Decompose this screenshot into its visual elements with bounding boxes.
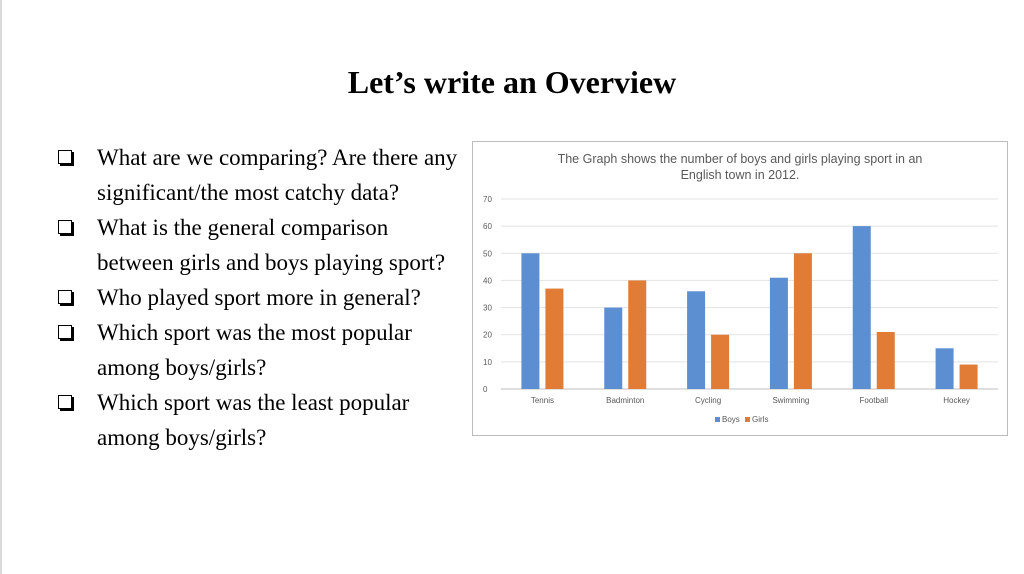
y-tick-label: 0 <box>483 385 488 394</box>
x-axis-ticks <box>531 396 970 405</box>
y-tick-label: 30 <box>483 303 492 313</box>
bar-girls-football <box>877 332 895 389</box>
y-tick-label: 50 <box>483 249 492 259</box>
y-axis-ticks <box>483 195 492 394</box>
slide-title: Let’s write an Overview <box>347 64 677 100</box>
bar-boys-badminton <box>604 308 622 389</box>
list-item <box>56 140 466 210</box>
legend-swatch-boys <box>715 417 720 422</box>
chart-title-line-1: The Graph shows the number of boys and girls playing sport in an <box>557 152 923 166</box>
bar-girls-cycling <box>711 335 729 389</box>
list-item <box>56 280 466 315</box>
chart-title-line-2: English town in 2012. <box>680 168 800 182</box>
y-tick-label: 40 <box>483 276 492 286</box>
y-tick-label: 10 <box>483 357 492 367</box>
list-item-text: What is the general comparison between girls and boys playing sport? <box>97 215 446 275</box>
bar-boys-cycling <box>687 291 705 389</box>
y-tick-label: 70 <box>483 195 492 204</box>
chart-legend <box>715 415 768 424</box>
checkbox-square-icon <box>58 290 72 304</box>
bar-boys-football <box>853 226 871 389</box>
list-item <box>56 210 466 280</box>
x-tick-label: Swimming <box>772 396 810 405</box>
y-tick-label: 60 <box>483 222 492 232</box>
x-tick-label: Badminton <box>606 396 645 405</box>
bar-girls-swimming <box>794 253 812 389</box>
legend-swatch-girls <box>745 417 750 422</box>
chart-grid <box>501 199 998 389</box>
x-tick-label: Tennis <box>530 396 554 405</box>
bar-boys-tennis <box>521 253 539 389</box>
list-item-text: Which sport was the least popular among boys/girls? <box>97 390 410 450</box>
x-tick-label: Hockey <box>943 396 970 405</box>
checkbox-square-icon <box>58 395 72 409</box>
bar-girls-badminton <box>628 280 646 389</box>
list-item <box>56 315 466 385</box>
checkbox-square-icon <box>58 220 72 234</box>
checkbox-square-icon <box>58 325 72 339</box>
bar-boys-hockey <box>936 348 954 389</box>
bar-girls-hockey <box>960 365 978 389</box>
bar-boys-swimming <box>770 278 788 389</box>
question-list <box>56 140 466 455</box>
checkbox-square-icon <box>58 150 72 164</box>
list-item-text: Who played sport more in general? <box>97 285 421 310</box>
y-tick-label: 20 <box>483 330 492 340</box>
list-item <box>56 385 466 455</box>
bar-chart <box>473 142 1007 435</box>
x-tick-label: Football <box>859 396 888 405</box>
legend-label: Girls <box>752 415 769 424</box>
legend-label: Boys <box>722 415 740 424</box>
list-item-text: What are we comparing? Are there any significant/the most catchy data? <box>97 145 458 205</box>
chart-frame <box>472 141 1008 436</box>
x-tick-label: Cycling <box>694 396 722 405</box>
bar-girls-tennis <box>545 289 563 389</box>
list-item-text: Which sport was the most popular among boys/girls? <box>97 320 412 380</box>
